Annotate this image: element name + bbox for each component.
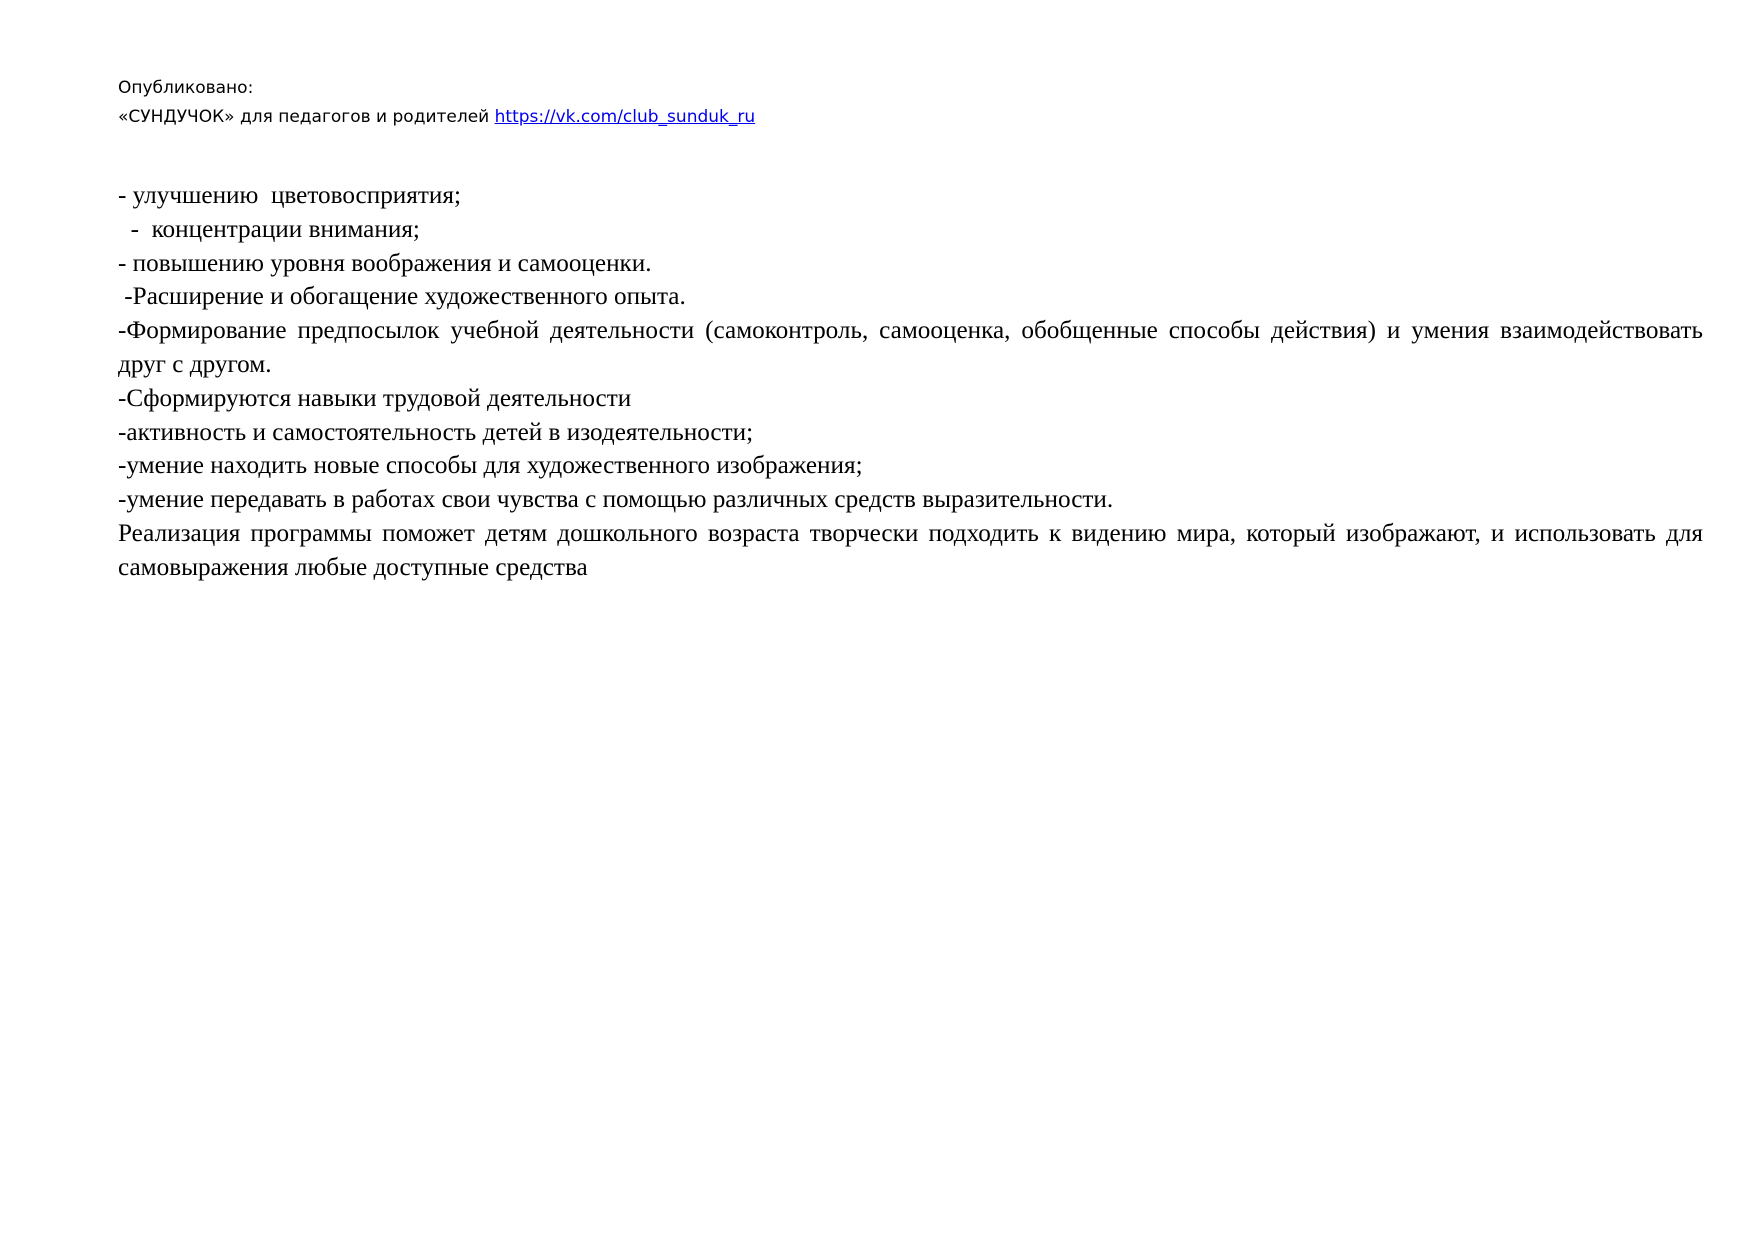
body-paragraph-formation: -Формирование предпосылок учебной деятельности (самоконтроль, самооценка, обобщенные способы действия) и умения взаимодействовать друг с другом. [118,317,1703,378]
source-text: «СУНДУЧОК» для педагогов и родителей [118,107,490,127]
body-line: -Расширение и обогащение художественного опыта. [118,283,686,311]
body-line: -Сформируются навыки трудовой деятельности [118,384,632,412]
body-paragraph-realization: Реализация программы поможет детям дошкольного возраста творчески подходить к видению мира, который изображают, и использовать для самовыражения любые доступные средства [118,519,1703,581]
source-link[interactable]: https://vk.com/club_sunduk_ru [494,107,756,127]
body-line: -умение передавать в работах свои чувства с помощью различных средств выразительности. [118,486,1114,514]
body-line: - концентрации внимания; [118,215,420,243]
body-line: -умение находить новые способы для художественного изображения; [118,452,863,480]
publication-header [118,74,755,132]
published-label: Опубликовано: [118,78,254,98]
source-line [118,103,755,132]
body-line: - повышению уровня воображения и самооценки. [118,249,652,277]
body-line: - улучшению цветовосприятия; [118,182,461,209]
document-body [118,179,1703,585]
body-line: -активность и самостоятельность детей в изодеятельности; [118,418,754,446]
